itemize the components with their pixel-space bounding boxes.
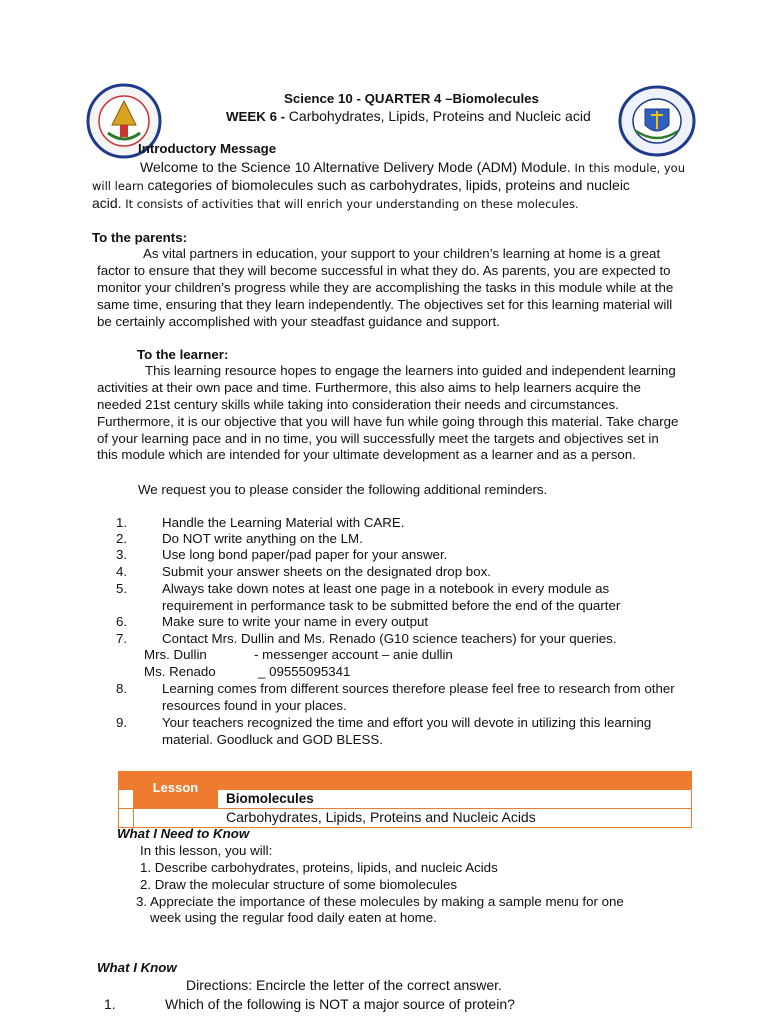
- parents-line: monitor your children’s progress while they are accomplishing the tasks in this module while at the: [97, 280, 674, 295]
- reminder-number: 4.: [116, 564, 128, 579]
- parents-line: be certainly accomplished with your steadfast guidance and support.: [97, 314, 500, 329]
- intro-heading: Introductory Message: [138, 141, 277, 156]
- intro-line-2b: categories of biomolecules such as carbohydrates, lipids, proteins and nucleic: [147, 177, 630, 193]
- intro-line-2a: will learn: [92, 179, 148, 193]
- reminder-text: Do NOT write anything on the LM.: [162, 531, 363, 546]
- question-number: 1.: [104, 996, 116, 1012]
- objective-item: 3. Appreciate the importance of these molecules by making a sample menu for one: [136, 894, 624, 909]
- contact-detail: - messenger account – anie dullin: [254, 647, 453, 662]
- week-label: WEEK 6 -: [226, 109, 289, 124]
- lesson-subtitle: Carbohydrates, Lipids, Proteins and Nucleic Acids: [226, 809, 536, 825]
- reminder-text: Contact Mrs. Dullin and Ms. Renado (G10 science teachers) for your queries.: [162, 631, 617, 646]
- intro-line-1b: In this module, you: [570, 161, 685, 175]
- lesson-banner: [118, 771, 692, 827]
- reminder-text: Submit your answer sheets on the designated drop box.: [162, 564, 491, 579]
- learner-line: This learning resource hopes to engage the learners into guided and independent learning: [145, 363, 676, 378]
- week-title: [226, 108, 591, 125]
- reminder-text: Handle the Learning Material with CARE.: [162, 515, 405, 530]
- question-text: Which of the following is NOT a major source of protein?: [165, 996, 515, 1012]
- reminder-number: 3.: [116, 547, 128, 562]
- intro-line-2: [92, 177, 630, 195]
- contact-name: Ms. Renado: [144, 664, 216, 679]
- contact-name: Mrs. Dullin: [144, 647, 207, 662]
- intro-line-3a: acid.: [92, 195, 122, 211]
- reminder-number: 1.: [116, 515, 128, 530]
- lesson-tab-label: Lesson: [133, 771, 218, 809]
- intro-line-1a: Welcome to the Science 10 Alternative Delivery Mode (ADM) Module.: [140, 159, 571, 175]
- what-i-know-heading: What I Know: [97, 960, 177, 975]
- need-to-know-intro: In this lesson, you will:: [140, 843, 273, 858]
- learner-line: Furthermore, it is our objective that you will have fun while going through this material. Take charge: [97, 414, 679, 429]
- reminder-number: 2.: [116, 531, 128, 546]
- intro-line-3b: It consists of activities that will enrich your understanding on these molecules.: [121, 197, 579, 211]
- school-seal-logo: [618, 85, 696, 157]
- learner-line: of your learning pace and in no time, you will successfully meet the targets and objectives set in: [97, 431, 659, 446]
- need-to-know-heading: What I Need to Know: [117, 826, 250, 841]
- reminder-text: Make sure to write your name in every output: [162, 614, 429, 629]
- parents-line: As vital partners in education, your support to your children’s learning at home is a great: [143, 246, 661, 261]
- reminder-text: Use long bond paper/pad paper for your answer.: [162, 547, 448, 562]
- objective-item: 2. Draw the molecular structure of some biomolecules: [140, 877, 458, 892]
- contact-detail: _ 09555095341: [258, 664, 351, 679]
- intro-line-3: [92, 195, 579, 213]
- reminder-text: Your teachers recognized the time and effort you will devote in utilizing this learning: [162, 715, 652, 730]
- objective-item: week using the regular food daily eaten at home.: [150, 910, 437, 925]
- learner-heading: To the learner:: [137, 347, 229, 362]
- module-title: Science 10 - QUARTER 4 –Biomolecules: [284, 91, 539, 106]
- intro-line-1: [140, 159, 685, 177]
- lesson-title: Biomolecules: [226, 791, 314, 806]
- reminder-text: Learning comes from different sources therefore please feel free to research from other: [162, 681, 675, 696]
- reminder-text: material. Goodluck and GOD BLESS.: [162, 732, 383, 747]
- reminder-text: resources found in your places.: [162, 698, 347, 713]
- learner-line: this module which are intended for your ultimate development as a learner and as a person.: [97, 447, 636, 462]
- reminder-text: requirement in performance task to be submitted before the end of the quarter: [162, 598, 621, 613]
- reminder-number: 6.: [116, 614, 128, 629]
- parents-heading: To the parents:: [92, 230, 188, 245]
- reminders-intro: We request you to please consider the following additional reminders.: [138, 482, 548, 497]
- reminder-number: 9.: [116, 715, 128, 730]
- learner-line: needed 21st century skills while taking into consideration their needs and circumstances.: [97, 397, 619, 412]
- objective-item: 1. Describe carbohydrates, proteins, lipids, and nucleic Acids: [140, 860, 498, 875]
- reminder-number: 7.: [116, 631, 128, 646]
- learner-line: activities at their own pace and time. Furthermore, this also aims to help learners acquire the: [97, 380, 641, 395]
- parents-line: factor to ensure that they will become successful in what they do. As parents, you are expected to: [97, 263, 671, 278]
- reminder-text: Always take down notes at least one page in a notebook in every module as: [162, 581, 610, 596]
- directions: Directions: Encircle the letter of the correct answer.: [186, 977, 502, 993]
- parents-line: same time, ensuring that they learn independently. The objectives set for this learning material will: [97, 297, 673, 312]
- reminder-number: 5.: [116, 581, 128, 596]
- reminder-number: 8.: [116, 681, 128, 696]
- week-topic: Carbohydrates, Lipids, Proteins and Nucleic acid: [288, 108, 591, 124]
